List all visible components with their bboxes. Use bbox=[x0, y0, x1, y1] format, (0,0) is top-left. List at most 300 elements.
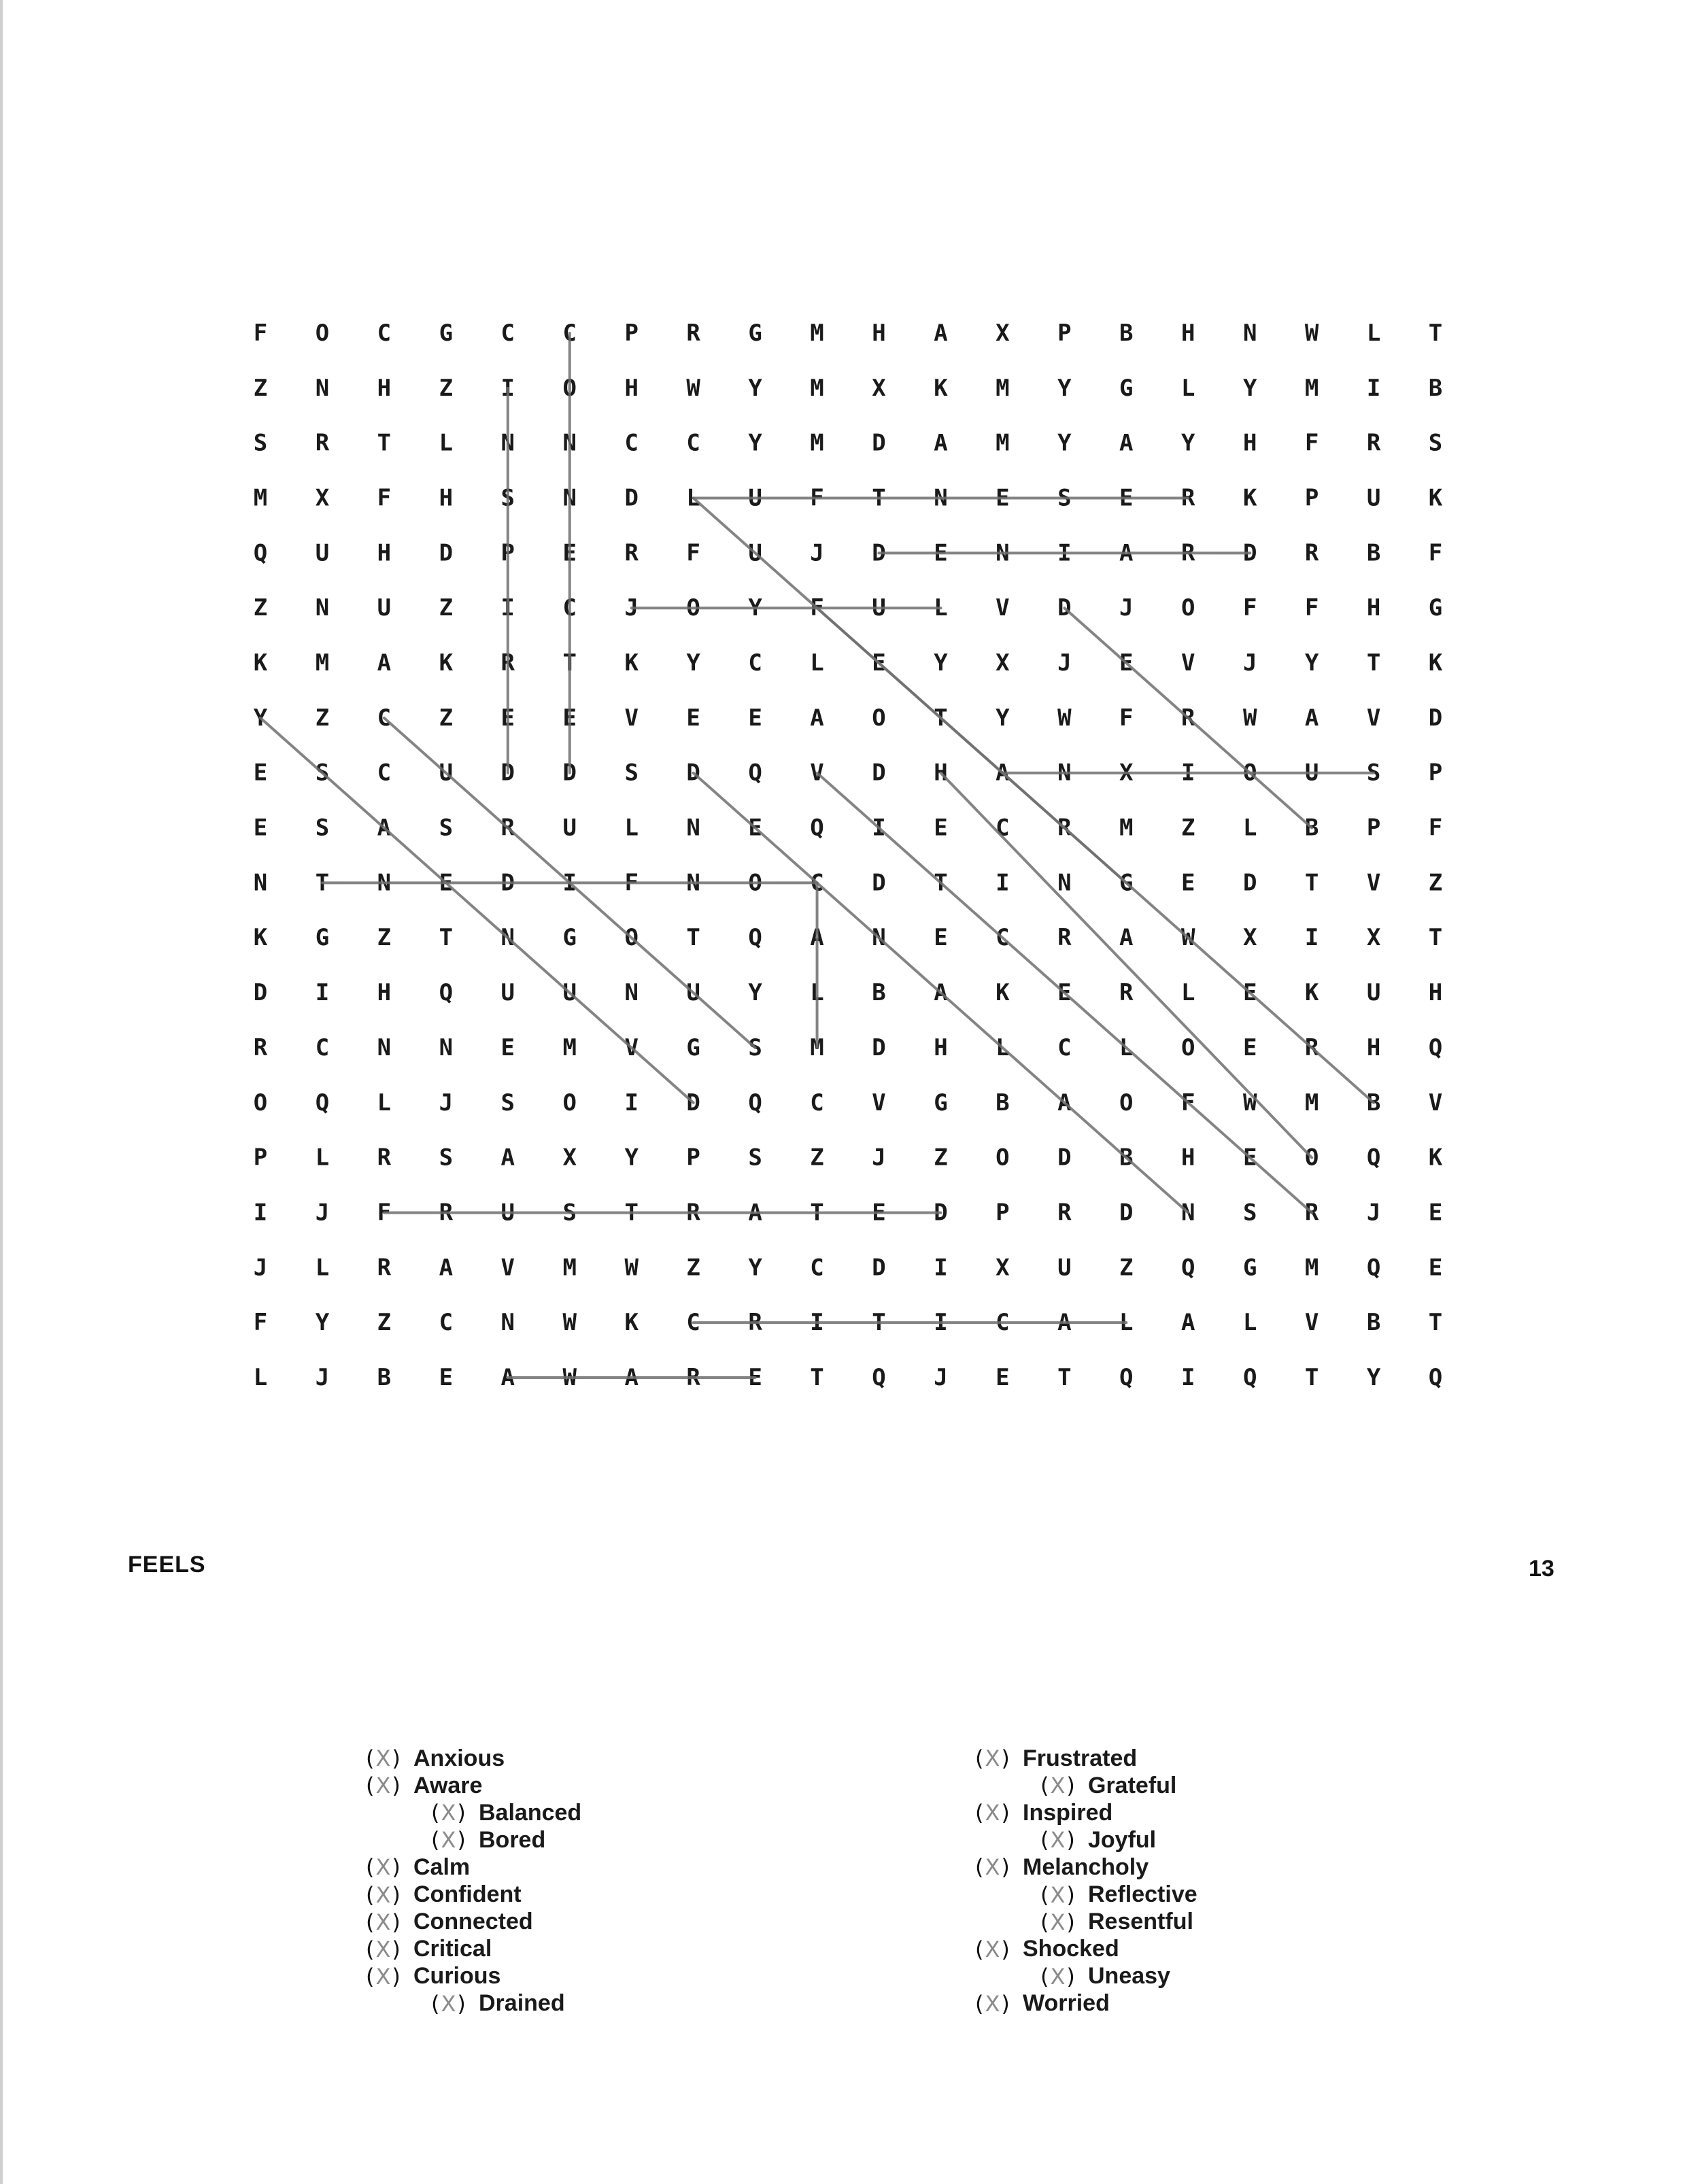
grid-cell[interactable]: Y bbox=[1242, 374, 1257, 402]
grid-cell[interactable]: A bbox=[1119, 539, 1134, 567]
grid-cell[interactable]: M bbox=[810, 429, 824, 457]
checkbox-x-icon[interactable]: (X) bbox=[1040, 1827, 1076, 1854]
grid-cell[interactable]: N bbox=[1057, 869, 1072, 897]
grid-cell[interactable]: T bbox=[810, 1199, 824, 1227]
grid-cell[interactable]: F bbox=[810, 484, 824, 512]
checkbox-x-icon[interactable]: (X) bbox=[431, 1800, 467, 1826]
grid-cell[interactable]: L bbox=[1119, 1034, 1134, 1061]
grid-cell[interactable]: S bbox=[500, 1089, 515, 1116]
grid-cell[interactable]: N bbox=[253, 869, 268, 897]
grid-cell[interactable]: J bbox=[1119, 594, 1134, 622]
grid-cell[interactable]: I bbox=[1057, 539, 1072, 567]
grid-cell[interactable]: P bbox=[996, 1199, 1010, 1227]
grid-cell[interactable]: W bbox=[562, 1363, 577, 1391]
grid-cell[interactable]: A bbox=[934, 429, 948, 457]
grid-cell[interactable]: A bbox=[1304, 704, 1319, 732]
grid-cell[interactable]: U bbox=[562, 979, 577, 1007]
grid-cell[interactable]: V bbox=[624, 1034, 639, 1061]
grid-cell[interactable]: E bbox=[748, 704, 762, 732]
grid-cell[interactable]: W bbox=[686, 374, 700, 402]
grid-cell[interactable]: S bbox=[315, 759, 330, 787]
grid-cell[interactable]: P bbox=[1428, 759, 1443, 787]
grid-cell[interactable]: L bbox=[315, 1144, 330, 1172]
grid-cell[interactable]: K bbox=[624, 649, 639, 677]
grid-cell[interactable]: Z bbox=[1119, 1254, 1134, 1282]
grid-cell[interactable]: C bbox=[748, 649, 762, 677]
grid-cell[interactable]: U bbox=[562, 814, 577, 842]
grid-cell[interactable]: V bbox=[996, 594, 1010, 622]
grid-cell[interactable]: E bbox=[1119, 484, 1134, 512]
grid-cell[interactable]: Y bbox=[686, 649, 700, 677]
grid-cell[interactable]: R bbox=[500, 649, 515, 677]
grid-cell[interactable]: W bbox=[1242, 1089, 1257, 1116]
grid-cell[interactable]: F bbox=[1304, 594, 1319, 622]
grid-cell[interactable]: N bbox=[377, 1034, 392, 1061]
grid-cell[interactable]: M bbox=[562, 1254, 577, 1282]
grid-cell[interactable]: L bbox=[315, 1254, 330, 1282]
grid-cell[interactable]: E bbox=[253, 814, 268, 842]
checkbox-x-icon[interactable]: (X) bbox=[366, 1854, 402, 1881]
grid-cell[interactable]: A bbox=[810, 704, 824, 732]
grid-cell[interactable]: O bbox=[748, 869, 762, 897]
grid-cell[interactable]: U bbox=[315, 539, 330, 567]
grid-cell[interactable]: T bbox=[686, 924, 700, 952]
grid-cell[interactable]: V bbox=[1428, 1089, 1443, 1116]
grid-cell[interactable]: W bbox=[1057, 704, 1072, 732]
grid-cell[interactable]: M bbox=[1304, 374, 1319, 402]
grid-cell[interactable]: U bbox=[439, 759, 454, 787]
grid-cell[interactable]: N bbox=[500, 1309, 515, 1337]
grid-cell[interactable]: Z bbox=[253, 374, 268, 402]
checkbox-x-icon[interactable]: (X) bbox=[975, 1990, 1011, 2017]
grid-cell[interactable]: N bbox=[686, 869, 700, 897]
grid-cell[interactable]: J bbox=[315, 1363, 330, 1391]
grid-cell[interactable]: N bbox=[1242, 320, 1257, 347]
grid-cell[interactable]: R bbox=[315, 429, 330, 457]
grid-cell[interactable]: T bbox=[1428, 924, 1443, 952]
grid-cell[interactable]: I bbox=[500, 594, 515, 622]
grid-cell[interactable]: K bbox=[934, 374, 948, 402]
grid-cell[interactable]: D bbox=[872, 429, 886, 457]
grid-cell[interactable]: I bbox=[562, 869, 577, 897]
grid-cell[interactable]: J bbox=[315, 1199, 330, 1227]
checkbox-x-icon[interactable]: (X) bbox=[1040, 1909, 1076, 1935]
grid-cell[interactable]: E bbox=[1242, 1144, 1257, 1172]
grid-cell[interactable]: N bbox=[500, 924, 515, 952]
grid-cell[interactable]: X bbox=[562, 1144, 577, 1172]
grid-cell[interactable]: R bbox=[1181, 704, 1195, 732]
grid-cell[interactable]: K bbox=[1428, 649, 1443, 677]
grid-cell[interactable]: P bbox=[253, 1144, 268, 1172]
grid-cell[interactable]: J bbox=[1057, 649, 1072, 677]
grid-cell[interactable]: H bbox=[624, 374, 639, 402]
grid-cell[interactable]: I bbox=[810, 1309, 824, 1337]
grid-cell[interactable]: T bbox=[1057, 1363, 1072, 1391]
grid-cell[interactable]: R bbox=[686, 1199, 700, 1227]
grid-cell[interactable]: Q bbox=[253, 539, 268, 567]
grid-cell[interactable]: Y bbox=[748, 594, 762, 622]
grid-cell[interactable]: R bbox=[624, 539, 639, 567]
grid-cell[interactable]: T bbox=[1428, 1309, 1443, 1337]
grid-cell[interactable]: L bbox=[1242, 1309, 1257, 1337]
grid-cell[interactable]: D bbox=[686, 1089, 700, 1116]
grid-cell[interactable]: C bbox=[810, 1254, 824, 1282]
checkbox-x-icon[interactable]: (X) bbox=[366, 1881, 402, 1908]
grid-cell[interactable]: T bbox=[934, 704, 948, 732]
grid-cell[interactable]: F bbox=[1428, 539, 1443, 567]
grid-cell[interactable]: G bbox=[1242, 1254, 1257, 1282]
grid-cell[interactable]: D bbox=[1057, 594, 1072, 622]
grid-cell[interactable]: E bbox=[934, 924, 948, 952]
grid-cell[interactable]: M bbox=[253, 484, 268, 512]
grid-cell[interactable]: A bbox=[624, 1363, 639, 1391]
grid-cell[interactable]: D bbox=[1242, 539, 1257, 567]
grid-cell[interactable]: Q bbox=[1119, 1363, 1134, 1391]
grid-cell[interactable]: S bbox=[624, 759, 639, 787]
grid-cell[interactable]: T bbox=[810, 1363, 824, 1391]
grid-cell[interactable]: I bbox=[315, 979, 330, 1007]
grid-cell[interactable]: E bbox=[500, 704, 515, 732]
grid-cell[interactable]: F bbox=[1181, 1089, 1195, 1116]
grid-cell[interactable]: L bbox=[1366, 320, 1381, 347]
grid-cell[interactable]: D bbox=[562, 759, 577, 787]
checkbox-x-icon[interactable]: (X) bbox=[366, 1909, 402, 1935]
grid-cell[interactable]: A bbox=[377, 814, 392, 842]
grid-cell[interactable]: V bbox=[1366, 869, 1381, 897]
grid-cell[interactable]: Y bbox=[934, 649, 948, 677]
grid-cell[interactable]: G bbox=[1119, 374, 1134, 402]
grid-cell[interactable]: L bbox=[624, 814, 639, 842]
grid-cell[interactable]: A bbox=[810, 924, 824, 952]
checkbox-x-icon[interactable]: (X) bbox=[366, 1773, 402, 1799]
grid-cell[interactable]: D bbox=[872, 759, 886, 787]
grid-cell[interactable]: L bbox=[1119, 1309, 1134, 1337]
grid-cell[interactable]: A bbox=[996, 759, 1010, 787]
grid-cell[interactable]: S bbox=[748, 1034, 762, 1061]
grid-cell[interactable]: E bbox=[1242, 1034, 1257, 1061]
grid-cell[interactable]: I bbox=[934, 1309, 948, 1337]
grid-cell[interactable]: Z bbox=[686, 1254, 700, 1282]
grid-cell[interactable]: D bbox=[1057, 1144, 1072, 1172]
grid-cell[interactable]: F bbox=[1119, 704, 1134, 732]
grid-cell[interactable]: V bbox=[872, 1089, 886, 1116]
grid-cell[interactable]: T bbox=[1304, 869, 1319, 897]
grid-cell[interactable]: D bbox=[500, 869, 515, 897]
grid-cell[interactable]: H bbox=[1181, 320, 1195, 347]
grid-cell[interactable]: E bbox=[439, 1363, 454, 1391]
grid-cell[interactable]: A bbox=[1119, 429, 1134, 457]
grid-cell[interactable]: Y bbox=[1057, 374, 1072, 402]
grid-cell[interactable]: E bbox=[1428, 1199, 1443, 1227]
grid-cell[interactable]: W bbox=[624, 1254, 639, 1282]
grid-cell[interactable]: H bbox=[439, 484, 454, 512]
grid-cell[interactable]: U bbox=[377, 594, 392, 622]
grid-cell[interactable]: Y bbox=[748, 429, 762, 457]
grid-cell[interactable]: L bbox=[1242, 814, 1257, 842]
grid-cell[interactable]: D bbox=[872, 1254, 886, 1282]
grid-cell[interactable]: H bbox=[1428, 979, 1443, 1007]
grid-cell[interactable]: B bbox=[377, 1363, 392, 1391]
grid-cell[interactable]: E bbox=[934, 814, 948, 842]
grid-cell[interactable]: R bbox=[1366, 429, 1381, 457]
grid-cell[interactable]: P bbox=[1057, 320, 1072, 347]
grid-cell[interactable]: T bbox=[872, 484, 886, 512]
grid-cell[interactable]: R bbox=[1119, 979, 1134, 1007]
grid-cell[interactable]: P bbox=[1366, 814, 1381, 842]
grid-cell[interactable]: N bbox=[1181, 1199, 1195, 1227]
grid-cell[interactable]: I bbox=[1366, 374, 1381, 402]
grid-cell[interactable]: K bbox=[996, 979, 1010, 1007]
grid-cell[interactable]: D bbox=[1119, 1199, 1134, 1227]
grid-cell[interactable]: E bbox=[686, 704, 700, 732]
grid-cell[interactable]: G bbox=[439, 320, 454, 347]
checkbox-x-icon[interactable]: (X) bbox=[1040, 1773, 1076, 1799]
grid-cell[interactable]: O bbox=[562, 1089, 577, 1116]
grid-cell[interactable]: I bbox=[934, 1254, 948, 1282]
grid-cell[interactable]: R bbox=[500, 814, 515, 842]
grid-cell[interactable]: N bbox=[996, 539, 1010, 567]
grid-cell[interactable]: A bbox=[1057, 1309, 1072, 1337]
grid-cell[interactable]: O bbox=[624, 924, 639, 952]
grid-cell[interactable]: G bbox=[934, 1089, 948, 1116]
grid-cell[interactable]: R bbox=[686, 1363, 700, 1391]
grid-cell[interactable]: Q bbox=[315, 1089, 330, 1116]
grid-cell[interactable]: F bbox=[1428, 814, 1443, 842]
grid-cell[interactable]: F bbox=[1242, 594, 1257, 622]
grid-cell[interactable]: V bbox=[1366, 704, 1381, 732]
grid-cell[interactable]: O bbox=[253, 1089, 268, 1116]
grid-cell[interactable]: R bbox=[1181, 539, 1195, 567]
grid-cell[interactable]: O bbox=[686, 594, 700, 622]
grid-cell[interactable]: Q bbox=[439, 979, 454, 1007]
grid-cell[interactable]: X bbox=[315, 484, 330, 512]
grid-cell[interactable]: A bbox=[748, 1199, 762, 1227]
grid-cell[interactable]: W bbox=[562, 1309, 577, 1337]
grid-cell[interactable]: U bbox=[1304, 759, 1319, 787]
grid-cell[interactable]: R bbox=[1057, 924, 1072, 952]
grid-cell[interactable]: X bbox=[872, 374, 886, 402]
grid-cell[interactable]: L bbox=[996, 1034, 1010, 1061]
grid-cell[interactable]: A bbox=[1181, 1309, 1195, 1337]
grid-cell[interactable]: F bbox=[624, 869, 639, 897]
grid-cell[interactable]: L bbox=[1181, 979, 1195, 1007]
grid-cell[interactable]: D bbox=[872, 869, 886, 897]
grid-cell[interactable]: U bbox=[748, 484, 762, 512]
grid-cell[interactable]: S bbox=[1242, 1199, 1257, 1227]
grid-cell[interactable]: Q bbox=[748, 759, 762, 787]
grid-cell[interactable]: Q bbox=[748, 924, 762, 952]
grid-cell[interactable]: Q bbox=[810, 814, 824, 842]
grid-cell[interactable]: H bbox=[1242, 429, 1257, 457]
grid-cell[interactable]: I bbox=[253, 1199, 268, 1227]
grid-cell[interactable]: R bbox=[439, 1199, 454, 1227]
grid-cell[interactable]: K bbox=[1242, 484, 1257, 512]
grid-cell[interactable]: J bbox=[624, 594, 639, 622]
grid-cell[interactable]: L bbox=[377, 1089, 392, 1116]
grid-cell[interactable]: V bbox=[624, 704, 639, 732]
grid-cell[interactable]: N bbox=[686, 814, 700, 842]
grid-cell[interactable]: O bbox=[1304, 1144, 1319, 1172]
grid-cell[interactable]: X bbox=[1119, 759, 1134, 787]
grid-cell[interactable]: G bbox=[1119, 869, 1134, 897]
grid-cell[interactable]: Y bbox=[1181, 429, 1195, 457]
grid-cell[interactable]: V bbox=[1304, 1309, 1319, 1337]
grid-cell[interactable]: S bbox=[439, 1144, 454, 1172]
grid-cell[interactable]: E bbox=[500, 1034, 515, 1061]
checkbox-x-icon[interactable]: (X) bbox=[366, 1745, 402, 1771]
grid-cell[interactable]: R bbox=[1181, 484, 1195, 512]
grid-cell[interactable]: R bbox=[686, 320, 700, 347]
grid-cell[interactable]: J bbox=[253, 1254, 268, 1282]
grid-cell[interactable]: B bbox=[872, 979, 886, 1007]
grid-cell[interactable]: Q bbox=[872, 1363, 886, 1391]
grid-cell[interactable]: E bbox=[1181, 869, 1195, 897]
grid-cell[interactable]: K bbox=[1428, 1144, 1443, 1172]
grid-cell[interactable]: C bbox=[624, 429, 639, 457]
grid-cell[interactable]: Y bbox=[748, 979, 762, 1007]
grid-cell[interactable]: Q bbox=[1428, 1363, 1443, 1391]
grid-cell[interactable]: Z bbox=[1181, 814, 1195, 842]
grid-cell[interactable]: M bbox=[1304, 1254, 1319, 1282]
grid-cell[interactable]: W bbox=[1242, 704, 1257, 732]
grid-cell[interactable]: D bbox=[253, 979, 268, 1007]
grid-cell[interactable]: B bbox=[1119, 320, 1134, 347]
grid-cell[interactable]: O bbox=[1242, 759, 1257, 787]
grid-cell[interactable]: B bbox=[1119, 1144, 1134, 1172]
grid-cell[interactable]: P bbox=[686, 1144, 700, 1172]
grid-cell[interactable]: L bbox=[439, 429, 454, 457]
grid-cell[interactable]: S bbox=[1428, 429, 1443, 457]
grid-cell[interactable]: B bbox=[1366, 1309, 1381, 1337]
grid-cell[interactable]: Z bbox=[439, 594, 454, 622]
grid-cell[interactable]: B bbox=[1366, 1089, 1381, 1116]
grid-cell[interactable]: T bbox=[872, 1309, 886, 1337]
grid-cell[interactable]: F bbox=[686, 539, 700, 567]
grid-cell[interactable]: O bbox=[1181, 594, 1195, 622]
grid-cell[interactable]: P bbox=[500, 539, 515, 567]
grid-cell[interactable]: Z bbox=[810, 1144, 824, 1172]
grid-cell[interactable]: U bbox=[500, 979, 515, 1007]
grid-cell[interactable]: R bbox=[1057, 814, 1072, 842]
grid-cell[interactable]: E bbox=[562, 539, 577, 567]
grid-cell[interactable]: C bbox=[562, 594, 577, 622]
grid-cell[interactable]: K bbox=[624, 1309, 639, 1337]
grid-cell[interactable]: A bbox=[1119, 924, 1134, 952]
grid-cell[interactable]: N bbox=[439, 1034, 454, 1061]
grid-cell[interactable]: Z bbox=[934, 1144, 948, 1172]
grid-cell[interactable]: B bbox=[1366, 539, 1381, 567]
grid-cell[interactable]: S bbox=[500, 484, 515, 512]
grid-cell[interactable]: J bbox=[1366, 1199, 1381, 1227]
grid-cell[interactable]: Z bbox=[439, 374, 454, 402]
grid-cell[interactable]: N bbox=[872, 924, 886, 952]
grid-cell[interactable]: E bbox=[1057, 979, 1072, 1007]
grid-cell[interactable]: R bbox=[1304, 1034, 1319, 1061]
grid-cell[interactable]: Z bbox=[377, 1309, 392, 1337]
grid-cell[interactable]: E bbox=[872, 649, 886, 677]
grid-cell[interactable]: E bbox=[996, 484, 1010, 512]
grid-cell[interactable]: S bbox=[1366, 759, 1381, 787]
grid-cell[interactable]: W bbox=[1304, 320, 1319, 347]
grid-cell[interactable]: Y bbox=[1366, 1363, 1381, 1391]
grid-cell[interactable]: U bbox=[1366, 484, 1381, 512]
grid-cell[interactable]: K bbox=[1304, 979, 1319, 1007]
grid-cell[interactable]: M bbox=[1119, 814, 1134, 842]
grid-cell[interactable]: J bbox=[872, 1144, 886, 1172]
grid-cell[interactable]: X bbox=[996, 1254, 1010, 1282]
grid-cell[interactable]: E bbox=[872, 1199, 886, 1227]
grid-cell[interactable]: O bbox=[562, 374, 577, 402]
grid-cell[interactable]: L bbox=[934, 594, 948, 622]
grid-cell[interactable]: S bbox=[562, 1199, 577, 1227]
grid-cell[interactable]: E bbox=[1119, 649, 1134, 677]
grid-cell[interactable]: M bbox=[810, 374, 824, 402]
grid-cell[interactable]: A bbox=[377, 649, 392, 677]
grid-cell[interactable]: U bbox=[748, 539, 762, 567]
grid-cell[interactable]: Q bbox=[1366, 1254, 1381, 1282]
grid-cell[interactable]: Y bbox=[748, 1254, 762, 1282]
grid-cell[interactable]: I bbox=[1181, 1363, 1195, 1391]
grid-cell[interactable]: C bbox=[996, 814, 1010, 842]
grid-cell[interactable]: K bbox=[253, 924, 268, 952]
grid-cell[interactable]: R bbox=[253, 1034, 268, 1061]
grid-cell[interactable]: V bbox=[810, 759, 824, 787]
grid-cell[interactable]: C bbox=[996, 924, 1010, 952]
grid-cell[interactable]: N bbox=[315, 374, 330, 402]
grid-cell[interactable]: T bbox=[1366, 649, 1381, 677]
grid-cell[interactable]: D bbox=[500, 759, 515, 787]
grid-cell[interactable]: S bbox=[253, 429, 268, 457]
grid-cell[interactable]: C bbox=[1057, 1034, 1072, 1061]
grid-cell[interactable]: Z bbox=[439, 704, 454, 732]
grid-cell[interactable]: I bbox=[872, 814, 886, 842]
grid-cell[interactable]: Y bbox=[253, 704, 268, 732]
grid-cell[interactable]: G bbox=[562, 924, 577, 952]
grid-cell[interactable]: O bbox=[872, 704, 886, 732]
grid-cell[interactable]: E bbox=[1428, 1254, 1443, 1282]
grid-cell[interactable]: T bbox=[1428, 320, 1443, 347]
grid-cell[interactable]: A bbox=[500, 1144, 515, 1172]
grid-cell[interactable]: G bbox=[748, 320, 762, 347]
grid-cell[interactable]: H bbox=[377, 539, 392, 567]
grid-cell[interactable]: M bbox=[562, 1034, 577, 1061]
grid-cell[interactable]: T bbox=[377, 429, 392, 457]
grid-cell[interactable]: L bbox=[253, 1363, 268, 1391]
grid-cell[interactable]: L bbox=[1181, 374, 1195, 402]
grid-cell[interactable]: G bbox=[1428, 594, 1443, 622]
grid-cell[interactable]: Y bbox=[315, 1309, 330, 1337]
grid-cell[interactable]: O bbox=[1119, 1089, 1134, 1116]
grid-cell[interactable]: F bbox=[253, 320, 268, 347]
grid-cell[interactable]: R bbox=[1304, 1199, 1319, 1227]
grid-cell[interactable]: N bbox=[315, 594, 330, 622]
grid-cell[interactable]: G bbox=[686, 1034, 700, 1061]
grid-cell[interactable]: X bbox=[1366, 924, 1381, 952]
grid-cell[interactable]: R bbox=[748, 1309, 762, 1337]
grid-cell[interactable]: P bbox=[624, 320, 639, 347]
grid-cell[interactable]: N bbox=[500, 429, 515, 457]
grid-cell[interactable]: F bbox=[1304, 429, 1319, 457]
grid-cell[interactable]: H bbox=[1366, 594, 1381, 622]
grid-cell[interactable]: R bbox=[377, 1144, 392, 1172]
grid-cell[interactable]: J bbox=[934, 1363, 948, 1391]
grid-cell[interactable]: C bbox=[686, 1309, 700, 1337]
grid-cell[interactable]: T bbox=[439, 924, 454, 952]
grid-cell[interactable]: C bbox=[810, 1089, 824, 1116]
grid-cell[interactable]: H bbox=[1181, 1144, 1195, 1172]
grid-cell[interactable]: C bbox=[377, 320, 392, 347]
grid-cell[interactable]: R bbox=[377, 1254, 392, 1282]
